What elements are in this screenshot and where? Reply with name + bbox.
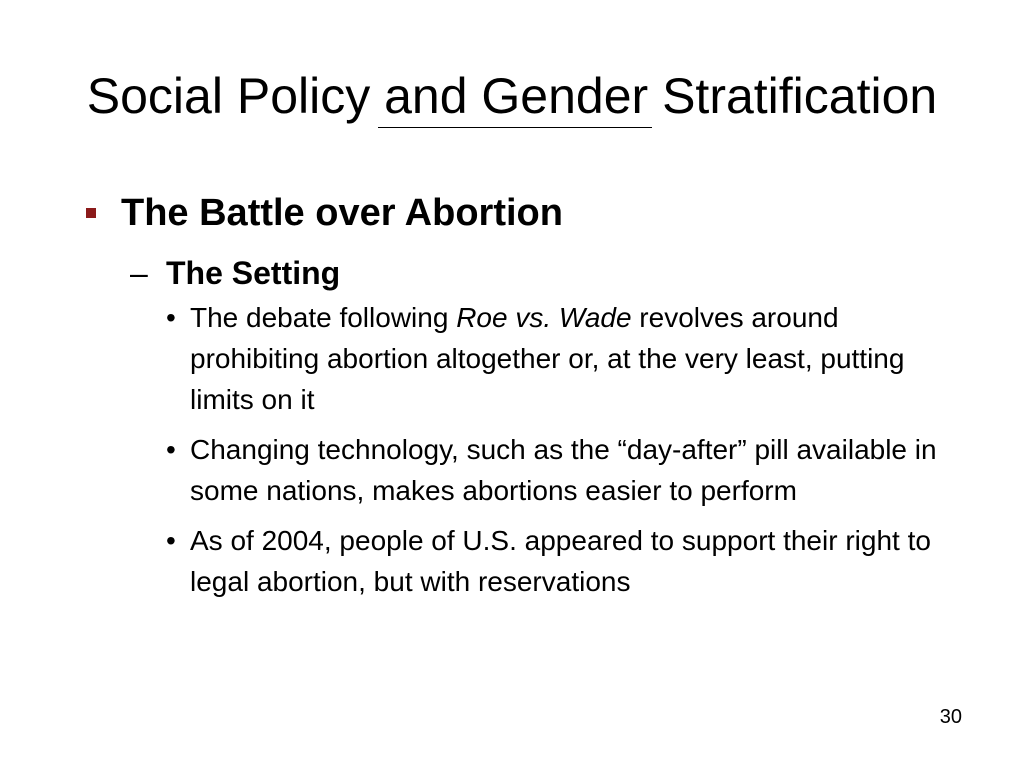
case-name: Roe vs. Wade (456, 302, 632, 333)
dot-bullet-icon: • (166, 525, 176, 556)
main-bullet (86, 190, 563, 236)
slide-number: 30 (939, 706, 962, 728)
sub-bullet (130, 253, 340, 293)
bullet-text-before: The debate following (190, 302, 457, 333)
square-bullet-icon (86, 208, 96, 218)
sub-bullet-heading: The Setting (166, 255, 341, 291)
list-item (162, 520, 962, 602)
dash-bullet-icon: – (130, 255, 148, 291)
dot-bullet-icon: • (166, 434, 176, 465)
bullet-text: Changing technology, such as the “day-after” pill available in some nations, makes abortions easier to perform (190, 434, 937, 506)
dot-bullet-icon: • (166, 302, 176, 333)
title-underline (378, 127, 652, 128)
bullet-text: As of 2004, people of U.S. appeared to support their right to legal abortion, but with reservations (190, 525, 931, 597)
bullet-text-after: revolves around prohibiting abortion altogether or, at the very least, putting limits on it (190, 302, 905, 415)
main-bullet-heading: The Battle over Abortion (121, 192, 563, 234)
list-item (162, 429, 962, 511)
slide-title: Social Policy and Gender Stratification (86, 68, 938, 124)
detail-bullet-list (162, 297, 962, 611)
list-item (162, 297, 962, 420)
